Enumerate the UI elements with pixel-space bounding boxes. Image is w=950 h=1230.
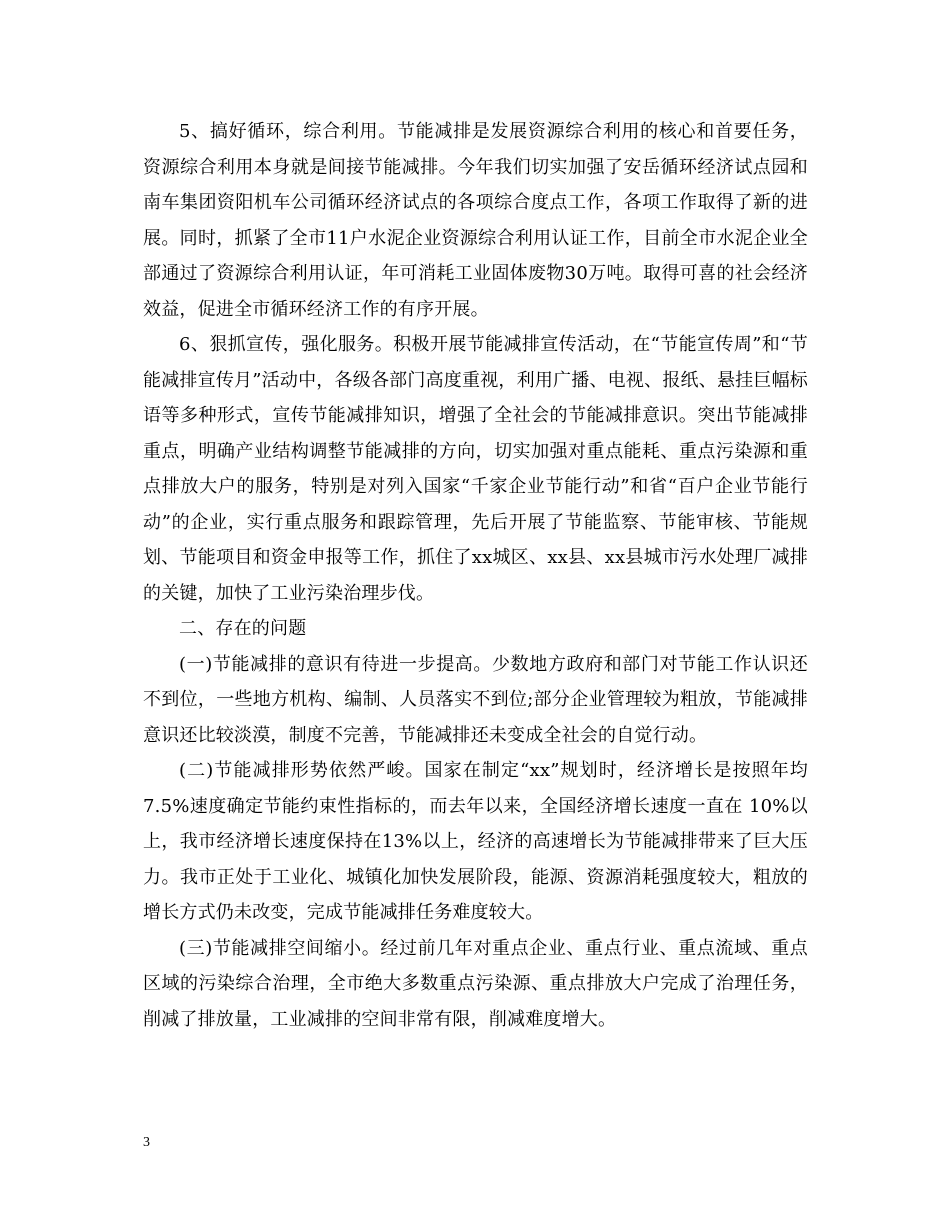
paragraph-space: (三)节能减排空间缩小。经过前几年对重点企业、重点行业、重点流域、重点区域的污染综合治理，全市绝大多数重点污染源、重点排放大户完成了治理任务，削减了排放量，工业减排的空间非常有限，削减难度增大。 — [143, 937, 808, 1030]
paragraph-situation: (二)节能减排形势依然严峻。国家在制定“xx”规划时，经济增长是按照年均7.5%速度确定节能约束性指标的，而去年以来，全国经济增长速度一直在 10%以上，我市经济增长速度保持在13%以上，经济的高速增长为节能减排带来了巨大压力。我市正处于工业化、城镇化加快发展阶段，能源、资源消耗强度较大，粗放的增长方式仍未改变，完成节能减排任务难度较大。 — [143, 760, 808, 923]
paragraph-recycling: 5、搞好循环，综合利用。节能减排是发展资源综合利用的核心和首要任务，资源综合利用本身就是间接节能减排。今年我们切实加强了安岳循环经济试点园和南车集团资阳机车公司循环经济试点的各项综合度点工作，各项工作取得了新的进展。同时，抓紧了全市11户水泥企业资源综合利用认证工作，目前全市水泥企业全部通过了资源综合利用认证，年可消耗工业固体废物30万吨。取得可喜的社会经济效益，促进全市循环经济工作的有序开展。 — [143, 121, 808, 320]
section-heading-problems: 二、存在的问题 — [179, 618, 307, 639]
paragraph-publicity: 6、狠抓宣传，强化服务。积极开展节能减排宣传活动，在“节能宣传周”和“节能减排宣传月”活动中，各级各部门高度重视，利用广播、电视、报纸、悬挂巨幅标语等多种形式，宣传节能减排知识，增强了全社会的节能减排意识。突出节能减排重点，明确产业结构调整节能减排的方向，切实加强对重点能耗、重点污染源和重点排放大户的服务，特别是对列入国家“千家企业节能行动”和省“百户企业节能行动”的企业，实行重点服务和跟踪管理，先后开展了节能监察、节能审核、节能规划、节能项目和资金申报等工作，抓住了xx城区、xx县、xx县城市污水处理厂减排的关键，加快了工业污染治理步伐。 — [143, 334, 808, 604]
page-number: 3 — [143, 1135, 150, 1150]
paragraph-awareness: (一)节能减排的意识有待进一步提高。少数地方政府和部门对节能工作认识还不到位，一些地方机构、编制、人员落实不到位;部分企业管理较为粗放，节能减排意识还比较淡漠，制度不完善，节能减排还未变成全社会的自觉行动。 — [143, 653, 808, 746]
page-body — [143, 114, 808, 1037]
